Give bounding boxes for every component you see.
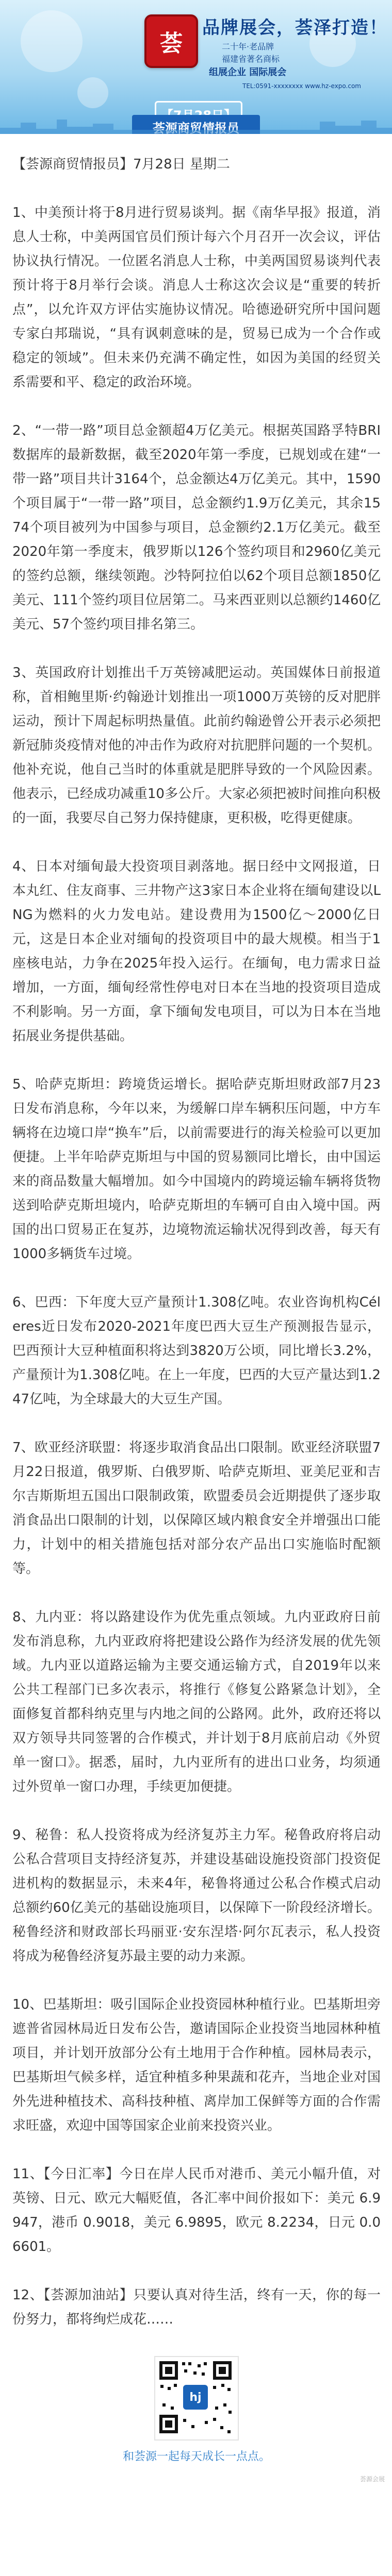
seal-text: 荟 <box>160 30 183 57</box>
banner-subline-3: 组展企业 国际展会 <box>209 67 287 78</box>
article-paragraph: 3、英国政府计划推出千万英镑减肥运动。英国媒体日前报道称，首相鲍里斯·约翰逊计划推出一项1000万英镑的反对肥胖运动，预计下周起标明热量值。此前约翰逊曾公开表示必须把新冠肺炎疫情对他的冲击作为政府对抗肥胖问题的一个契机。他补充说，他自己当时的体重就是肥胖导致的一个风险因素。他表示，已经成功减重10多公斤。大家必须把被时间推向积极的一面，我要尽自己努力保持健康，更积极，吃得更健康。 <box>12 665 381 826</box>
report-badge: 荟源商贸情报员 <box>132 115 260 134</box>
article-paragraph: 1、中美预计将于8月进行贸易谈判。据《南华早报》报道，消息人士称，中美两国官员们预计每六个月召开一次会议，评估协议执行情况。一位匿名消息人士称，中美两国贸易谈判代表预计将于8月举行会谈。消息人士称这次会议是“重要的转折点”，以允许双方评估实施协议情况。哈德逊研究所中国问题专家白邦瑞说，“具有讽刺意味的是，贸易已成为一个合作或稳定的领域”。但未来仍充满不确定性，如因为美国的经贸关系需要和平、稳定的政治环境。 <box>12 205 381 390</box>
banner-subline-2: 福建省著名商标 <box>222 54 280 64</box>
watermark: 荟源会展 <box>360 2476 385 2483</box>
article-paragraph: 7、欧亚经济联盟：将逐步取消食品出口限制。欧亚经济联盟7月22日报道，俄罗斯、白俄罗斯、哈萨克斯坦、亚美尼亚和吉尔吉斯斯坦五国出口限制政策，欧盟委员会近期提供了逐步取消食品出口限制的计划，以保障区域内粮食安全并增强出口能力，计划中的相关措施包括对部分农产品出口实施临时配额等。 <box>12 1440 381 1577</box>
footer-caption: 和荟源一起每天成长一点点。 <box>122 2450 270 2463</box>
article-paragraph: 5、哈萨克斯坦：跨境货运增长。据哈萨克斯坦财政部7月23日发布消息称，今年以来，为缓解口岸车辆积压问题，中方车辆将在边境口岸“换车”后，以前需要进行的海关检验可以更加便捷。上半年哈萨克斯坦与中国的贸易额同比增长，由中国运来的商品数量大幅增加。如今中国境内的跨境运输车辆将货物送到哈萨克斯坦境内，哈萨克斯坦的车辆可自由入境中国。两国的出口贸易正在复苏，边境物流运输状况得到改善，每天有1000多辆货车过境。 <box>12 1077 381 1262</box>
skyline-graphic <box>0 115 392 134</box>
article-paragraph: 10、巴基斯坦：吸引国际企业投资园林种植行业。巴基斯坦旁遮普省园林局近日发布公告，邀请国际企业投资当地园林种植项目，并计划开放部分公有土地用于合作种植。园林局表示，巴基斯坦气候多样，适宜种植多种果蔬和花卉，当地企业对国外先进种植技术、高科技种植、离岸加工保鲜等方面的合作需求旺盛，欢迎中国等国家企业前来投资兴业。 <box>12 1997 381 2133</box>
qr-code[interactable] <box>154 2356 239 2441</box>
decor-bubble <box>21 10 83 72</box>
article-paragraph: 11、【今日汇率】今日在岸人民币对港币、美元小幅升值，对英镑、日元、欧元大幅贬值，各汇率中间价报如下：美元 6.9947，港币 0.9018，美元 6.9895，欧元 8.2234，日元 0.06601。 <box>12 2166 381 2255</box>
svg-text:hj: hj <box>189 2391 202 2404</box>
article-heading: 【荟源商贸情报员】7月28日 星期二 <box>12 157 230 172</box>
article-paragraph: 8、九内亚：将以路建设作为优先重点领域。九内亚政府日前发布消息称，九内亚政府将把建设公路作为经济发展的优先领域。九内亚以道路运输为主要交通运输方式，自2019年以来公共工程部门已多次表示，将推行《修复公路紧急计划》，全面修复首都科纳克里与内地之间的公路网。此外，政府还将以双方领导共同签署的合作模式，并计划于8月底前启动《外贸单一窗口》。据悉，届时，九内亚所有的进出口业务，均须通过外贸单一窗口办理，手续更加便捷。 <box>12 1609 381 1794</box>
article-paragraph: 4、日本对缅甸最大投资项目剥落地。据日经中文网报道，日本丸红、住友商事、三井物产这3家日本企业将在缅甸建设以LNG为燃料的火力发电站。建设费用为1500亿～2000亿日元，这是日本企业对缅甸的投资项目中的最大规模。相当于1座核电站，力争在2025年投入运行。在缅甸，电力需求日益增加，一方面，缅甸经常性停电对日本在当地的投资项目造成不利影响。另一方面，拿下缅甸发电项目，可以为日本在当地拓展业务提供基础。 <box>12 859 381 1044</box>
banner-contact: TEL:0591-xxxxxxxx www.hz-expo.com <box>242 82 361 90</box>
article-body <box>0 134 392 2488</box>
qr-code-container <box>12 2356 381 2441</box>
banner-slogan: 品牌展会，荟泽打造！ <box>202 18 388 38</box>
article-paragraph: 12、【荟源加油站】只要认真对待生活，终有一天，你的每一份努力，都将绚烂成花…… <box>12 2287 381 2327</box>
brand-seal-logo <box>144 14 198 68</box>
article-paragraph: 9、秘鲁：私人投资将成为经济复苏主力军。秘鲁政府将启动公私合营项目支持经济复苏，并建设基础设施投资部门投资促进机构的数据显示，未来4年，秘鲁将通过公私合作模式启动总额约60亿美元的基础设施项目，以保障下一阶段经济增长。秘鲁经济和财政部长玛丽亚·安东涅塔·阿尔瓦表示，私人投资将成为秘鲁经济复苏最主要的动力来源。 <box>12 1827 381 1964</box>
article-paragraph: 6、巴西：下年度大豆产量预计1.308亿吨。农业咨询机构Céleres近日发布2020-2021年度巴西大豆生产预测报告显示，巴西预计大豆种植面积将达到3820万公顷，同比增长3.2%，产量预计为1.308亿吨。在上一年度，巴西的大豆产量达到1.247亿吨，为全球最大的大豆生产国。 <box>12 1295 381 1407</box>
decor-bubble <box>77 77 108 108</box>
header-banner <box>0 0 392 134</box>
qr-code-graphic <box>155 2357 236 2437</box>
banner-subline-1: 二十年·老品牌 <box>222 42 274 52</box>
article-paragraph: 2、“一带一路”项目总金额超4万亿美元。根据英国路孚特BRI数据库的最新数据，截至2020年第一季度，已规划或在建“一带一路”项目共计3164个，总金额达4万亿美元。其中，1590个项目属于“一带一路”项目，总金额约1.9万亿美元，其余1574个项目被列为中国参与项目，总金额约2.1万亿美元。截至2020年第一季度末，俄罗斯以126个签约项目和2960亿美元的签约总额，继续领跑。沙特阿拉伯以62个项目总额1850亿美元、111个签约项目位居第二。马来西亚则以总额约1460亿美元、57个签约项目排名第三。 <box>12 423 381 632</box>
